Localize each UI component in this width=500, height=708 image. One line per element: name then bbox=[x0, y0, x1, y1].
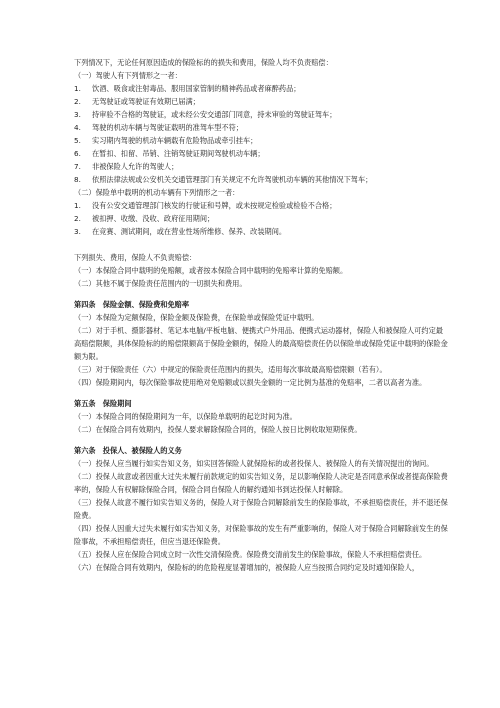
article-5-title: 第五条 保险期间 bbox=[74, 399, 132, 408]
list-item bbox=[74, 108, 450, 121]
item-number: 4. bbox=[74, 123, 81, 132]
item-number: 1. bbox=[74, 201, 81, 210]
intro-text: 下列情况下，无论任何原因造成的保险标的的损失和费用，保险人均不负责赔偿： bbox=[74, 58, 333, 67]
article-4-para: （三）对于保险责任（六）中规定的保险责任范围内的损失，适用每次事故最高赔偿限额（若有）。 bbox=[74, 365, 387, 374]
item-text: 驾驶的机动车辆与驾驶证载明的准驾车型不符； bbox=[92, 123, 243, 132]
item-number: 3. bbox=[74, 227, 81, 236]
article-4-para: （一）本保险为定额保险，保险金额及保险费，在保险单或保险凭证中载明。 bbox=[74, 313, 319, 322]
item-number: 8. bbox=[74, 175, 81, 184]
item-text: 非被保险人允许的驾驶人； bbox=[92, 162, 179, 171]
article-6-para: （二）投保人故意或者因重大过失未履行前款规定的如实告知义务，足以影响保险人决定是否同意承保或者提高保险费率的，保险人有权解除保险合同，保险合同自保险人的解约通知书到达投保人时解除。 bbox=[74, 472, 448, 494]
article-5-para: （二）在保险合同有效期内，投保人要求解除保险合同的，保险人按日比例收取短期保费。 bbox=[74, 425, 362, 434]
article-6-title: 第六条 投保人、被保险人的义务 bbox=[74, 446, 182, 455]
list-item bbox=[74, 212, 450, 225]
list-item bbox=[74, 199, 450, 212]
article-6-para: （五）投保人应在保险合同成立时一次性交清保险费。保险费交清前发生的保险事故，保险人不承担赔偿责任。 bbox=[74, 550, 427, 559]
article-5-para: （一）本保险合同的保险期间为一年，以保险单载明的起讫时间为准。 bbox=[74, 412, 297, 421]
losses-item: （一）本保险合同中载明的免赔额，或者按本保险合同中载明的免赔率计算的免赔额。 bbox=[74, 266, 348, 275]
losses-item: （二）其他不属于保险责任范围内的一切损失和费用。 bbox=[74, 279, 247, 288]
item-number: 1. bbox=[74, 84, 81, 93]
article-6-para: （三）投保人故意不履行如实告知义务的，保险人对于保险合同解除前发生的保险事故，不承担赔偿责任，并不退还保险费。 bbox=[74, 498, 448, 520]
item-text: 无驾驶证或驾驶证有效期已届满； bbox=[92, 97, 200, 106]
article-6-para: （六）在保险合同有效期内，保险标的的危险程度显著增加的，被保险人应当按照合同约定及时通知保险人， bbox=[74, 563, 420, 572]
list-item bbox=[74, 160, 450, 173]
list-item bbox=[74, 95, 450, 108]
section1-title: （一）驾驶人有下列情形之一者： bbox=[74, 71, 182, 80]
article-6-para: （四）投保人因重大过失未履行如实告知义务，对保险事故的发生有严重影响的，保险人对于保险合同解除前发生的保险事故，不承担赔偿责任，但应当退还保险费。 bbox=[74, 524, 448, 546]
item-text: 依照法律法规或公安机关交通管理部门有关规定不允许驾驶机动车辆的其他情况下驾车； bbox=[92, 175, 373, 184]
article-4-title: 第四条 保险金额、保险费和免赔率 bbox=[74, 300, 190, 309]
item-number: 7. bbox=[74, 162, 81, 171]
list-item bbox=[74, 173, 450, 186]
item-number: 2. bbox=[74, 214, 81, 223]
item-number: 6. bbox=[74, 149, 81, 158]
item-text: 饮酒、吸食或注射毒品、服用国家管制的精神药品或者麻醉药品； bbox=[92, 84, 301, 93]
item-text: 在暂扣、扣留、吊销、注销驾驶证期间驾驶机动车辆； bbox=[92, 149, 265, 158]
section2-title: （二）保险单中载明的机动车辆有下列情形之一者： bbox=[74, 188, 240, 197]
item-number: 2. bbox=[74, 97, 81, 106]
article-4-para: （二）对于手机、摄影器材、笔记本电脑/平板电脑、便携式户外用品、便携式运动器材，保险人和被保险人可约定最高赔偿限额，具体保险标的的赔偿限额高于保险金额的，保险人的最高赔偿责任仍以保险单或保险凭证中载明的保险金额为限。 bbox=[74, 326, 448, 361]
item-number: 5. bbox=[74, 136, 81, 145]
section2-list bbox=[74, 199, 450, 238]
list-item bbox=[74, 121, 450, 134]
list-item bbox=[74, 147, 450, 160]
section1-list bbox=[74, 82, 450, 186]
item-text: 在竞赛、测试期间，或在营业性场所维修、保养、改装期间。 bbox=[92, 227, 287, 236]
item-text: 实习期内驾驶的机动车辆载有危险物品或牵引挂车； bbox=[92, 136, 258, 145]
article-4-para: （四）保险期间内，每次保险事故使用绝对免赔额或以损失金额的一定比例为基准的免赔率，二者以高者为准。 bbox=[74, 378, 427, 387]
item-text: 没有公安交通管理部门核发的行驶证和号牌，或未按规定检验或检验不合格； bbox=[92, 201, 337, 210]
list-item bbox=[74, 82, 450, 95]
article-6-para: （一）投保人应当履行如实告知义务，如实回答保险人就保险标的或者投保人、被保险人的有关情况提出的询问。 bbox=[74, 459, 434, 468]
item-number: 3. bbox=[74, 110, 81, 119]
losses-title: 下列损失、费用，保险人不负责赔偿： bbox=[74, 253, 197, 262]
item-text: 持审验不合格的驾驶证，或未经公安交通部门同意，持未审验的驾驶证驾车； bbox=[92, 110, 337, 119]
list-item bbox=[74, 225, 450, 238]
list-item bbox=[74, 134, 450, 147]
item-text: 被扣押、收缴、没收、政府征用期间； bbox=[92, 214, 215, 223]
